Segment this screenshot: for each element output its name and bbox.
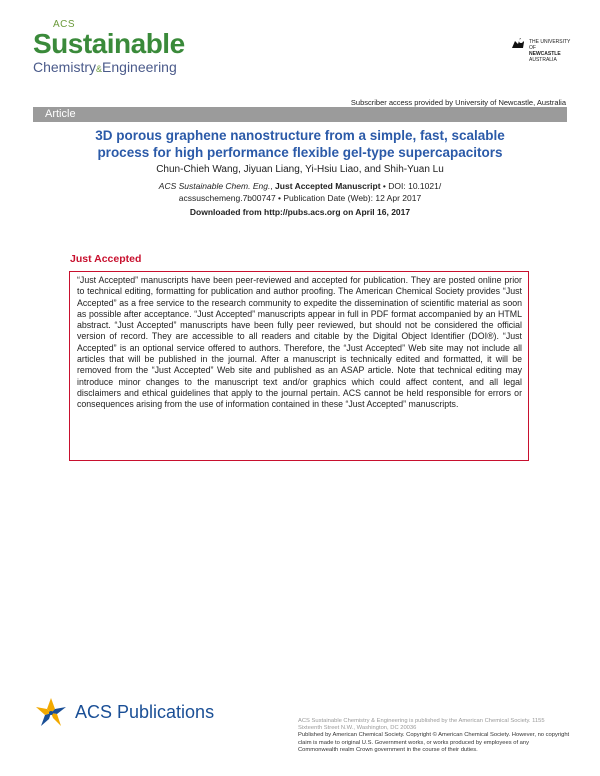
section-bar [33, 107, 567, 122]
newcastle-crest-icon [510, 35, 527, 52]
logo-journal-name: Sustainable [33, 28, 185, 59]
manuscript-status: Just Accepted Manuscript [275, 181, 381, 191]
just-accepted-heading: Just Accepted [70, 253, 142, 265]
footer-copyright: Published by American Chemical Society. Copyright © American Chemical Society. However, no copyright claim is made to original U.S. Government works, or works produced by employees of any Commonwealth realm Crown government in the course of their duties. [298, 732, 570, 753]
footer-publisher-line: ACS Sustainable Chemistry & Engineering is published by the American Chemical Society. 1155 Sixteenth Street N.W., Washington, DC 20036 [298, 718, 545, 732]
just-accepted-body: “Just Accepted” manuscripts have been peer-reviewed and accepted for publication. They are posted online prior to technical editing, formatting for publication and author proofing. The American Chemical Society provides “Just Accepted” as a free service to the research community to expedite the dissemination of scientific material as soon as possible after acceptance. “Just Accepted” manuscripts appear in full in PDF format accompanied by an HTML abstract. “Just Accepted” manuscripts have been fully peer reviewed, but should not be considered the official version of record. They are accessible to all readers and citable by the Digital Object Identifier (DOI®). “Just Accepted” is an optional service offered to authors. Therefore, the “Just Accepted” Web site may not include all articles that will be published in the journal. After a manuscript is technically edited and formatted, it will be removed from the “Just Accepted” Web site and published as an ASAP article. Note that technical editing may introduce minor changes to the manuscript text and/or graphics which could affect content, and all legal disclaimers and ethical guidelines that apply to the journal pertain. ACS cannot be held responsible for errors or consequences arising from the use of information contained in these “Just Accepted” manuscripts. [77, 275, 522, 410]
subscriber-access-note: Subscriber access provided by University of Newcastle, Australia [350, 98, 566, 107]
article-citation: ACS Sustainable Chem. Eng., Just Accepted Manuscript • DOI: 10.1021/ acssuschemeng.7b00747 • Publication Date (Web): 12 Apr 2017 [158, 181, 442, 203]
article-authors: Chun-Chieh Wang, Jiyuan Liang, Yi-Hsiu Liao, and Shih-Yuan Lu [156, 164, 444, 175]
acs-publications-logo [33, 697, 233, 729]
journal-logo [33, 20, 183, 77]
logo-acs-text: ACS [53, 19, 76, 30]
university-logo [510, 35, 575, 63]
journal-name: ACS Sustainable Chem. Eng. [158, 181, 271, 191]
acs-publications-text: ACS Publications [75, 702, 215, 722]
download-note: Downloaded from http://pubs.acs.org on April 16, 2017 [189, 207, 411, 217]
just-accepted-notice [69, 271, 529, 461]
logo-subtitle: Chemistry&Engineering [33, 59, 177, 75]
article-title: 3D porous graphene nanostructure from a simple, fast, scalable process for high performance flexible gel-type supercapacitors [95, 128, 505, 160]
footer-notice [298, 718, 570, 754]
acs-hexagon-icon [33, 697, 69, 729]
section-label: Article [45, 108, 76, 120]
university-logo-text: THE UNIVERSITY OF NEWCASTLE AUSTRALIA [529, 39, 571, 63]
